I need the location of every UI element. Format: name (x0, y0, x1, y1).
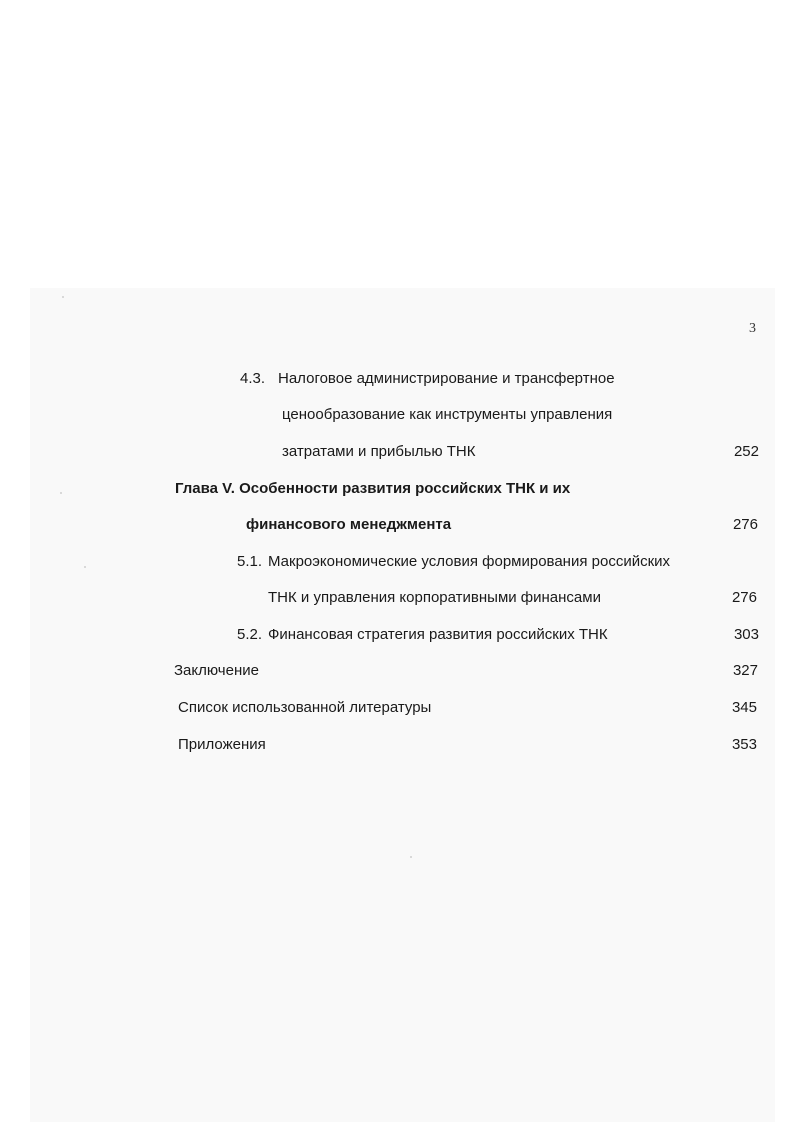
toc-number-5-2: 5.2. (237, 626, 263, 643)
toc-page-number: 276 (732, 516, 758, 533)
toc-page-number: 353 (731, 736, 757, 753)
toc-title-line: Макроэкономические условия формирования российских (268, 553, 671, 570)
scan-speck (84, 566, 86, 568)
scan-speck (62, 296, 64, 298)
scan-speck (60, 492, 62, 494)
toc-page-number: 327 (732, 662, 758, 679)
toc-chapter-title-line: финансового менеджмента (246, 516, 452, 533)
toc-bibliography: Список использованной литературы (178, 699, 432, 716)
toc-title-line: затратами и прибылью ТНК (282, 443, 476, 460)
toc-conclusion: Заключение (174, 662, 259, 679)
toc-number-4-3: 4.3. (240, 370, 266, 387)
page-number: 3 (749, 321, 756, 336)
toc-page-number: 303 (733, 626, 759, 643)
toc-title-line: Финансовая стратегия развития российских ТНК (268, 626, 608, 643)
toc-page-number: 252 (733, 443, 759, 460)
toc-title-line: ценообразование как инструменты управления (282, 406, 613, 423)
scan-speck (410, 856, 412, 858)
toc-title-line: ТНК и управления корпоративными финансами (268, 589, 601, 606)
toc-chapter-title-line: Глава V. Особенности развития российских ТНК и их (175, 480, 571, 497)
toc-title-line: Налоговое администрирование и трансфертное (278, 370, 615, 387)
toc-number-5-1: 5.1. (237, 553, 263, 570)
toc-appendices: Приложения (178, 736, 266, 753)
toc-page-number: 276 (731, 589, 757, 606)
toc-page-number: 345 (731, 699, 757, 716)
